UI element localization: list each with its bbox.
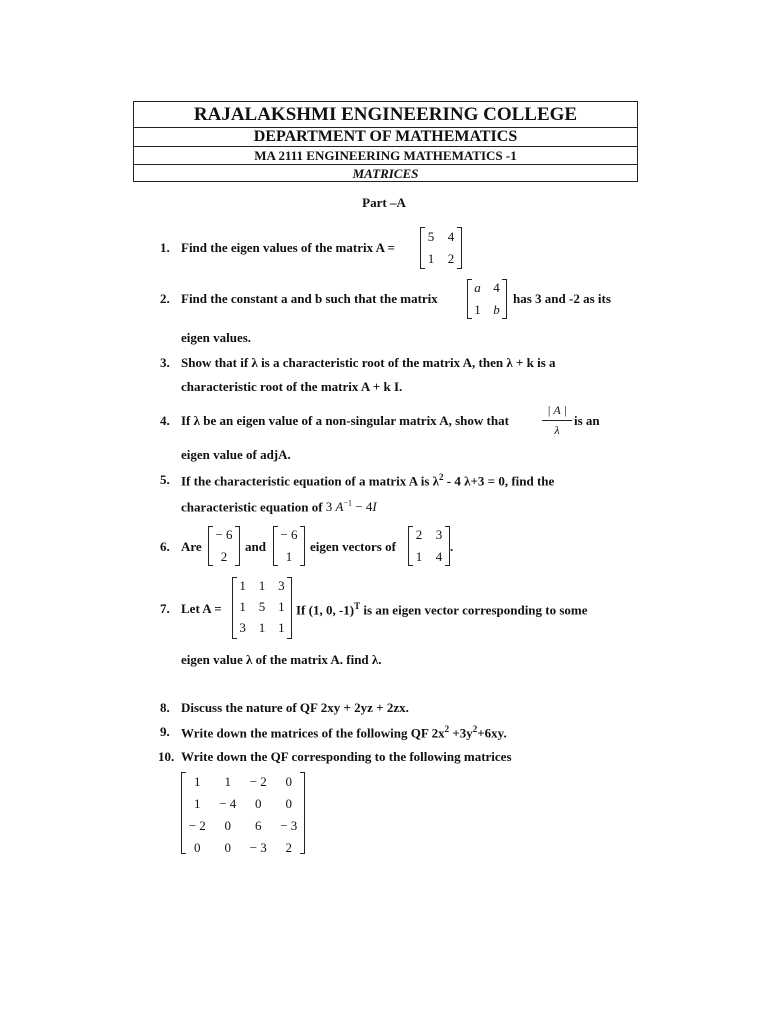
q5-number: 5. [160, 472, 170, 487]
q1-m-1-1: 2 [447, 251, 455, 266]
q6-m-1-0: 1 [415, 549, 423, 564]
q1-m-1-0: 1 [427, 251, 435, 266]
q6-v1-0: − 6 [215, 527, 233, 542]
q10-m-0-3: 0 [285, 774, 292, 789]
q1-text: Find the eigen values of the matrix A = [181, 240, 395, 255]
q7-m-1-0: 1 [239, 599, 246, 614]
q10-m-2-2: 6 [255, 818, 262, 833]
q2-text: Find the constant a and b such that the matrix [181, 291, 438, 306]
q7-number: 7. [160, 601, 170, 616]
q10-m-3-1: 0 [224, 840, 231, 855]
q6-vector-2 [273, 526, 305, 566]
department-name: DEPARTMENT OF MATHEMATICS [134, 128, 637, 147]
q6-text: eigen vectors of [310, 539, 396, 554]
q7-tail-b: is an eigen vector corresponding to some [360, 602, 588, 618]
q2-m-0-1: 4 [493, 280, 500, 295]
q7-line2: eigen value λ of the matrix A. find λ. [181, 652, 382, 667]
q4-frac-num: | A | [542, 403, 572, 421]
q7-m-2-1: 1 [258, 620, 266, 635]
q8-text: Discuss the nature of QF 2xy + 2yz + 2zx. [181, 700, 409, 715]
q6-matrix [408, 526, 450, 566]
q6-v2-1: 1 [285, 549, 293, 564]
q5-line1 [181, 472, 554, 489]
q2-line2: eigen values. [181, 330, 252, 345]
q3-line2: characteristic root of the matrix A + k I. [181, 379, 403, 394]
q4-frac-den: λ [554, 423, 560, 437]
q10-m-3-2: − 3 [249, 840, 267, 855]
q10-m-0-1: 1 [224, 774, 231, 789]
q2-m-0-0: a [474, 280, 481, 295]
college-name: RAJALAKSHMI ENGINEERING COLLEGE [134, 102, 637, 128]
q9-sup1: 2 [444, 724, 450, 734]
q10-m-3-3: 2 [285, 840, 292, 855]
header-table [133, 101, 638, 182]
q4-fraction [542, 403, 572, 438]
q6-are: Are [181, 539, 202, 554]
q5-expr [326, 499, 377, 514]
q10-text: Write down the QF corresponding to the following matrices [181, 749, 512, 764]
q2-number: 2. [160, 291, 170, 306]
q5-line1-a: If the characteristic equation of a matrix A is λ [181, 473, 440, 489]
q1-number: 1. [160, 240, 170, 255]
q5-expr-coef: 3 [325, 499, 333, 515]
q4-tail: is an [574, 413, 600, 428]
q10-m-1-2: 0 [255, 796, 262, 811]
q7-m-0-1: 1 [258, 578, 266, 593]
q9-text-a: Write down the matrices of the following QF 2x [181, 725, 445, 741]
q6-number: 6. [160, 539, 170, 554]
q6-v1-1: 2 [220, 549, 228, 564]
q7-m-2-0: 3 [239, 620, 246, 635]
q9-text-c: +6xy. [477, 725, 507, 741]
q6-m-0-1: 3 [435, 527, 443, 542]
q10-m-2-3: − 3 [280, 818, 298, 833]
q10-m-2-0: − 2 [188, 818, 206, 833]
q2-m-1-0: 1 [474, 302, 481, 317]
q10-m-2-1: 0 [224, 818, 231, 833]
q2-matrix [467, 279, 507, 319]
q6-v2-0: − 6 [280, 527, 298, 542]
q5-expr-A: A [335, 499, 344, 515]
q7-tail [296, 601, 588, 618]
q10-number: 10. [158, 749, 175, 764]
q10-m-3-0: 0 [194, 840, 201, 855]
q10-m-0-2: − 2 [249, 774, 267, 789]
q2-tail: has 3 and -2 as its [513, 291, 611, 306]
q5-expr-b: − 4 [352, 499, 373, 515]
q1-matrix [420, 227, 462, 269]
q10-m-0-0: 1 [194, 774, 201, 789]
topic-title: MATRICES [134, 165, 637, 182]
q5-line1-sup: 2 [439, 472, 444, 482]
q7-matrix [232, 577, 292, 639]
q2-m-1-1: b [493, 302, 500, 317]
q10-m-1-3: 0 [285, 796, 292, 811]
q9-number: 9. [160, 724, 170, 739]
q6-m-1-1: 4 [435, 549, 443, 564]
q5-line2 [181, 499, 377, 515]
q5-line1-b: - 4 λ+3 = 0, find the [443, 473, 555, 489]
q1-m-0-0: 5 [427, 229, 435, 244]
q4-line2: eigen value of adjA. [181, 447, 291, 462]
q3-line1: Show that if λ is a characteristic root of the matrix A, then λ + k is a [181, 355, 556, 370]
q9-text-b: +3y [449, 725, 473, 741]
q7-tail-sup: T [354, 601, 361, 611]
course-title: MA 2111 ENGINEERING MATHEMATICS -1 [134, 147, 637, 165]
q1-m-0-1: 4 [447, 229, 455, 244]
q10-m-1-1: − 4 [219, 796, 237, 811]
q10-matrix [181, 772, 305, 854]
q6-vector-1 [208, 526, 240, 566]
q9-sup2: 2 [472, 724, 478, 734]
q5-line2-text: characteristic equation of [181, 499, 323, 515]
q4-number: 4. [160, 413, 170, 428]
q9-text [181, 724, 507, 741]
q7-tail-a: If (1, 0, -1) [296, 602, 355, 618]
q6-dot: . [450, 539, 454, 554]
q7-m-1-1: 5 [258, 599, 266, 614]
q7-m-0-2: 3 [278, 578, 285, 593]
q5-expr-I: I [372, 499, 377, 515]
part-heading: Part –A [362, 195, 406, 210]
q4-text: If λ be an eigen value of a non-singular matrix A, show that [181, 413, 509, 428]
q10-m-1-0: 1 [194, 796, 201, 811]
q7-m-1-2: 1 [278, 599, 285, 614]
q6-and: and [245, 539, 266, 554]
q7-m-2-2: 1 [278, 620, 285, 635]
q3-number: 3. [160, 355, 170, 370]
q7-m-0-0: 1 [239, 578, 246, 593]
q8-number: 8. [160, 700, 170, 715]
q6-m-0-0: 2 [415, 527, 423, 542]
q5-expr-sup: −1 [343, 499, 352, 508]
q7-text: Let A = [181, 601, 222, 616]
